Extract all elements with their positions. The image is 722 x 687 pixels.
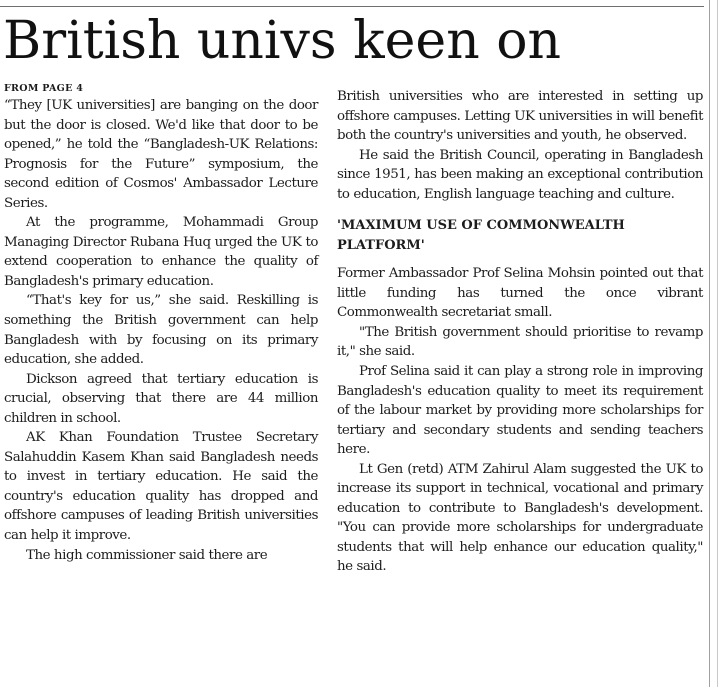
section-subhead: 'MAXIMUM USE OF COMMONWEALTH PLATFORM' (337, 218, 625, 254)
jump-kicker: FROM PAGE 4 (4, 83, 84, 94)
column-divider-rule (709, 0, 710, 687)
paragraph: “They [UK universities] are banging on the door but the door is closed. We'd like that door to be opened,” he told the “Bangladesh-UK Relations: Prognosis for the Future” symposium, the second edition of Cosmos' Ambassador Lecture Series. (4, 98, 318, 211)
paragraph: “That's key for us,” she said. Reskilling is something the British government can help Bangladesh with by focusing on its primary education, she added. (4, 293, 318, 368)
paragraph: Former Ambassador Prof Selina Mohsin pointed out that little funding has turned the once vibrant Commonwealth secretariat small. (337, 266, 703, 321)
paragraph: He said the British Council, operating in Bangladesh since 1951, has been making an exceptional contribution to education, English language teaching and culture. (337, 147, 703, 202)
article-headline: British univs keen on (3, 11, 562, 71)
article-right-column (337, 87, 703, 577)
paragraph: British universities who are interested in setting up offshore campuses. Letting UK universities in will benefit both the country's universities and youth, he observed. (337, 89, 703, 144)
top-rule (0, 6, 704, 7)
paragraph: At the programme, Mohammadi Group Managing Director Rubana Huq urged the UK to extend cooperation to enhance the quality of Bangladesh's primary education. (4, 215, 318, 289)
paragraph: "The British government should prioritise to revamp it," she said. (337, 324, 703, 360)
paragraph: Dickson agreed that tertiary education is crucial, observing that there are 44 million children in school. (4, 371, 318, 426)
paragraph: Prof Selina said it can play a strong role in improving Bangladesh's education quality to meet its requirement of the labour market by providing more scholarships for tertiary and secondary students and sending teachers here. (337, 364, 703, 458)
page-edge-rule (717, 0, 718, 687)
paragraph: AK Khan Foundation Trustee Secretary Salahuddin Kasem Khan said Bangladesh needs to invest in tertiary education. He said the country's education quality has dropped and offshore campuses of leading British universities can help it improve. (4, 430, 318, 544)
paragraph: The high commissioner said there are (26, 547, 268, 563)
article-left-column (4, 82, 318, 565)
paragraph: Lt Gen (retd) ATM Zahirul Alam suggested the UK to increase its support in technical, vocational and primary education to contribute to Bangladesh's development. "You can provide more scholarships for undergraduate students that will help enhance our education quality," he said. (337, 461, 703, 575)
